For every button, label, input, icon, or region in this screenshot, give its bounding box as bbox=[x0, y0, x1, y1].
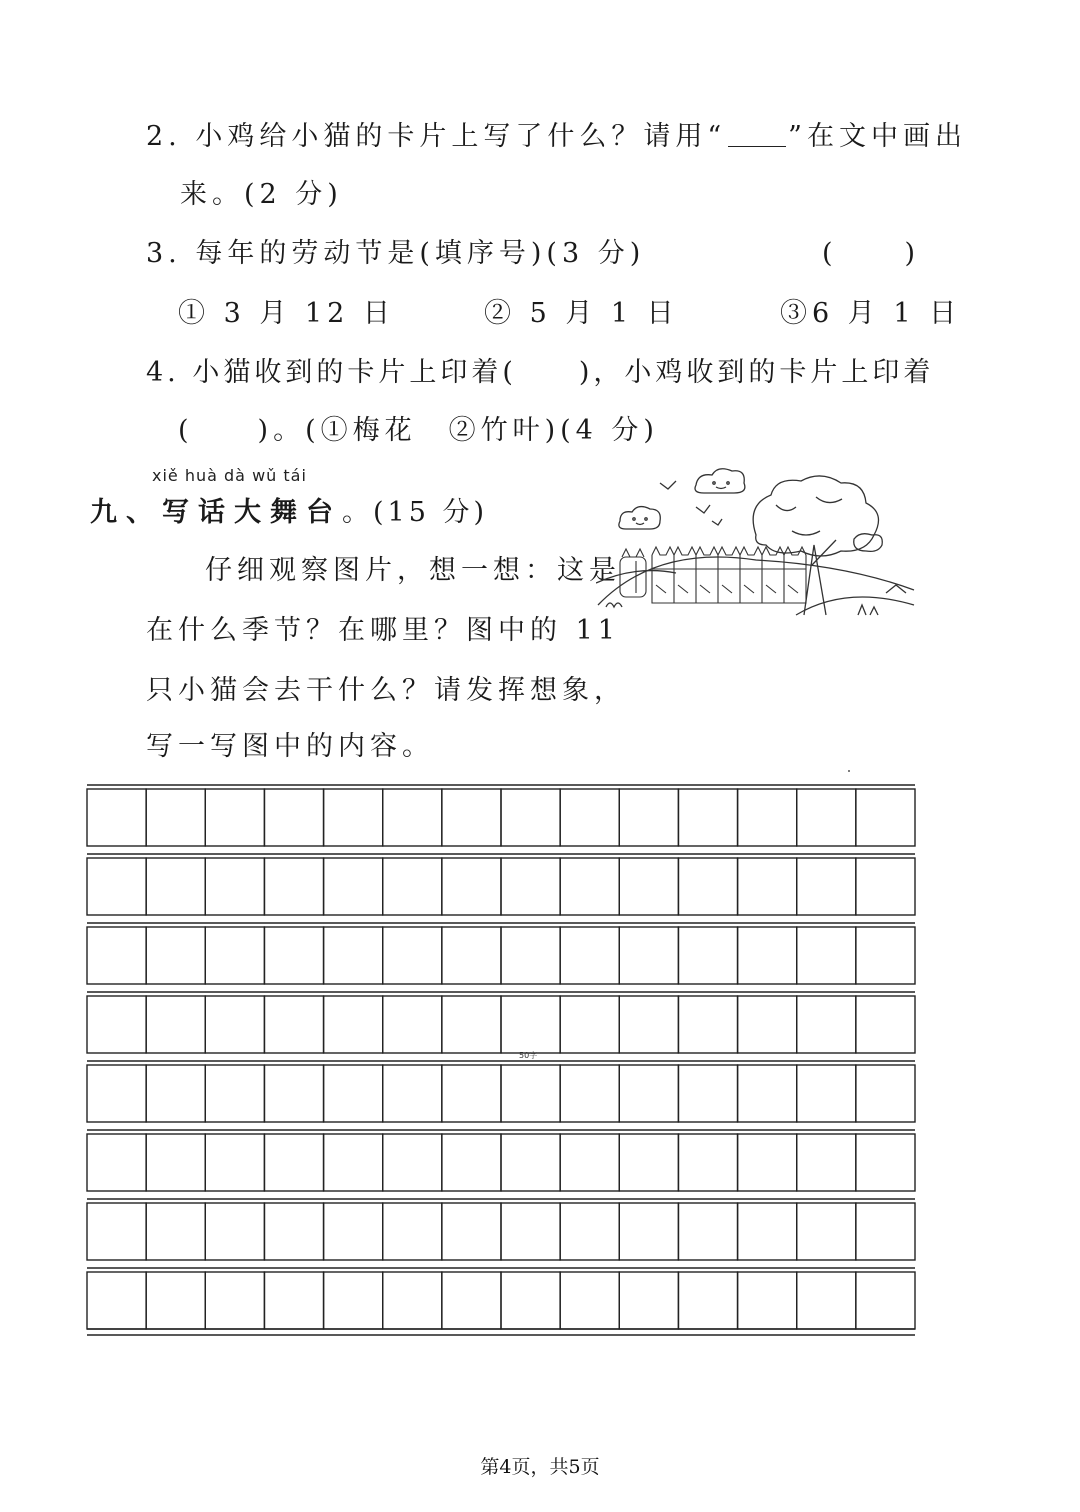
question-3-option-3: ③6 月 1 日 bbox=[780, 298, 962, 329]
grid-cell[interactable] bbox=[856, 1065, 915, 1122]
grid-cell[interactable] bbox=[146, 1134, 205, 1191]
grid-cell[interactable] bbox=[264, 789, 323, 846]
grid-cell[interactable] bbox=[264, 858, 323, 915]
grid-cell[interactable] bbox=[797, 789, 856, 846]
section-9-para-line-1: 仔细观察图片，想一想：这是 bbox=[205, 555, 621, 586]
writing-grid[interactable] bbox=[86, 784, 916, 1340]
question-3-option-2: ② 5 月 1 日 bbox=[484, 298, 679, 329]
grid-cell[interactable] bbox=[797, 996, 856, 1053]
scan-speck bbox=[848, 770, 850, 772]
grid-cell[interactable] bbox=[560, 858, 619, 915]
grid-cell[interactable] bbox=[264, 1134, 323, 1191]
section-9-para-line-2: 在什么季节？在哪里？图中的 11 bbox=[146, 615, 620, 646]
grid-cell[interactable] bbox=[619, 789, 678, 846]
grid-cell[interactable] bbox=[738, 1134, 797, 1191]
grid-cell[interactable] bbox=[678, 996, 737, 1053]
grid-cell[interactable] bbox=[501, 927, 560, 984]
grid-cell[interactable] bbox=[797, 1203, 856, 1260]
grid-cell[interactable] bbox=[87, 1203, 146, 1260]
grid-cell[interactable] bbox=[619, 1203, 678, 1260]
grid-cell[interactable] bbox=[738, 996, 797, 1053]
grid-cell[interactable] bbox=[619, 858, 678, 915]
question-3-text: 3. 每年的劳动节是(填序号)(3 分) bbox=[146, 238, 646, 269]
grid-cell[interactable] bbox=[678, 927, 737, 984]
grid-cell[interactable] bbox=[856, 858, 915, 915]
grid-cell[interactable] bbox=[619, 996, 678, 1053]
grid-cell[interactable] bbox=[501, 1065, 560, 1122]
grid-cell[interactable] bbox=[797, 1065, 856, 1122]
grid-cell[interactable] bbox=[442, 1065, 501, 1122]
section-9-heading bbox=[90, 490, 488, 529]
grid-cell[interactable] bbox=[738, 1203, 797, 1260]
grid-cell[interactable] bbox=[797, 1134, 856, 1191]
grid-cell[interactable] bbox=[87, 1134, 146, 1191]
grid-cell[interactable] bbox=[856, 1272, 915, 1329]
grid-cell[interactable] bbox=[738, 789, 797, 846]
question-3-option-1: ① 3 月 12 日 bbox=[178, 298, 395, 329]
grid-cell[interactable] bbox=[678, 1272, 737, 1329]
grid-cell[interactable] bbox=[560, 1065, 619, 1122]
grid-cell[interactable] bbox=[146, 1272, 205, 1329]
grid-cell[interactable] bbox=[856, 1203, 915, 1260]
section-9-para-line-3: 只小猫会去干什么？请发挥想象， bbox=[146, 675, 626, 706]
grid-cell[interactable] bbox=[324, 996, 383, 1053]
grid-cell[interactable] bbox=[501, 996, 560, 1053]
grid-cell[interactable] bbox=[205, 927, 264, 984]
grid-cell[interactable] bbox=[738, 1272, 797, 1329]
grid-cell[interactable] bbox=[501, 1203, 560, 1260]
grid-cell[interactable] bbox=[797, 1272, 856, 1329]
grid-cell[interactable] bbox=[264, 996, 323, 1053]
grid-cell[interactable] bbox=[324, 1272, 383, 1329]
grid-cell[interactable] bbox=[560, 789, 619, 846]
grid-cell[interactable] bbox=[442, 1203, 501, 1260]
grid-cell[interactable] bbox=[383, 789, 442, 846]
section-9-score: 。(15 分) bbox=[342, 497, 489, 528]
question-2-text-b: ”在文中画出 bbox=[788, 121, 967, 152]
grid-cell[interactable] bbox=[324, 789, 383, 846]
grid-cell[interactable] bbox=[501, 1272, 560, 1329]
section-9-para-line-4: 写一写图中的内容。 bbox=[146, 731, 434, 762]
grid-cell[interactable] bbox=[619, 1065, 678, 1122]
grid-cell[interactable] bbox=[501, 858, 560, 915]
grid-cell[interactable] bbox=[205, 1065, 264, 1122]
grid-cell[interactable] bbox=[383, 1134, 442, 1191]
grid-cell[interactable] bbox=[560, 1203, 619, 1260]
grid-cell[interactable] bbox=[442, 789, 501, 846]
grid-cell[interactable] bbox=[856, 996, 915, 1053]
grid-cell[interactable] bbox=[678, 858, 737, 915]
grid-cell[interactable] bbox=[560, 996, 619, 1053]
grid-cell[interactable] bbox=[324, 1065, 383, 1122]
question-2-text-a: 2. 小鸡给小猫的卡片上写了什么？请用“ bbox=[146, 121, 727, 152]
grid-cell[interactable] bbox=[442, 996, 501, 1053]
section-9-pinyin: xiě huà dà wǔ tái bbox=[152, 466, 307, 485]
eleven-cats-illustration bbox=[596, 465, 916, 630]
grid-cell[interactable] bbox=[678, 789, 737, 846]
grid-cell[interactable] bbox=[383, 1203, 442, 1260]
grid-cell[interactable] bbox=[501, 1134, 560, 1191]
grid-cell[interactable] bbox=[205, 858, 264, 915]
grid-cell[interactable] bbox=[560, 1272, 619, 1329]
grid-cell[interactable] bbox=[205, 996, 264, 1053]
grid-cell[interactable] bbox=[383, 1065, 442, 1122]
grid-cell[interactable] bbox=[87, 1272, 146, 1329]
grid-cell[interactable] bbox=[797, 927, 856, 984]
grid-cell[interactable] bbox=[678, 1203, 737, 1260]
grid-cell[interactable] bbox=[146, 1203, 205, 1260]
grid-cell[interactable] bbox=[205, 1272, 264, 1329]
grid-cell[interactable] bbox=[383, 858, 442, 915]
grid-cell[interactable] bbox=[205, 1203, 264, 1260]
grid-cell[interactable] bbox=[442, 858, 501, 915]
grid-cell[interactable] bbox=[324, 927, 383, 984]
grid-cell[interactable] bbox=[264, 1272, 323, 1329]
grid-cell[interactable] bbox=[501, 789, 560, 846]
grid-cell[interactable] bbox=[560, 1134, 619, 1191]
word-count-mark: 50字 bbox=[519, 1051, 538, 1060]
grid-cell[interactable] bbox=[324, 858, 383, 915]
grid-cell[interactable] bbox=[383, 927, 442, 984]
grid-cell[interactable] bbox=[87, 996, 146, 1053]
grid-cell[interactable] bbox=[264, 927, 323, 984]
question-2-line-2: 来。(2 分) bbox=[180, 179, 343, 210]
grid-cell[interactable] bbox=[324, 1203, 383, 1260]
grid-cell[interactable] bbox=[205, 789, 264, 846]
grid-cell[interactable] bbox=[738, 1065, 797, 1122]
grid-cell[interactable] bbox=[856, 1134, 915, 1191]
grid-cell[interactable] bbox=[678, 1134, 737, 1191]
grid-cell[interactable] bbox=[146, 927, 205, 984]
grid-cell[interactable] bbox=[87, 858, 146, 915]
grid-cell[interactable] bbox=[383, 996, 442, 1053]
answer-underline bbox=[728, 128, 786, 147]
section-9-number: 九、 bbox=[90, 497, 162, 528]
grid-cell[interactable] bbox=[738, 858, 797, 915]
grid-cell[interactable] bbox=[87, 927, 146, 984]
grid-cell[interactable] bbox=[797, 858, 856, 915]
grid-cell[interactable] bbox=[619, 1134, 678, 1191]
grid-cell[interactable] bbox=[678, 1065, 737, 1122]
grid-cell[interactable] bbox=[87, 789, 146, 846]
grid-cell[interactable] bbox=[560, 927, 619, 984]
grid-cell[interactable] bbox=[146, 1065, 205, 1122]
grid-cell[interactable] bbox=[856, 789, 915, 846]
grid-cell[interactable] bbox=[87, 1065, 146, 1122]
grid-cell[interactable] bbox=[442, 1272, 501, 1329]
grid-cell[interactable] bbox=[856, 927, 915, 984]
question-3-answer-bracket[interactable]: ( ) bbox=[822, 238, 922, 269]
grid-cell[interactable] bbox=[146, 858, 205, 915]
grid-cell[interactable] bbox=[264, 1203, 323, 1260]
grid-cell[interactable] bbox=[738, 927, 797, 984]
grid-cell[interactable] bbox=[146, 789, 205, 846]
question-4-line-2: ( )。(①梅花 ②竹叶)(4 分) bbox=[178, 415, 659, 446]
grid-cell[interactable] bbox=[442, 927, 501, 984]
grid-cell[interactable] bbox=[264, 1065, 323, 1122]
grid-cell[interactable] bbox=[442, 1134, 501, 1191]
section-9-title: 写话大舞台 bbox=[162, 497, 342, 528]
grid-cell[interactable] bbox=[324, 1134, 383, 1191]
page-footer: 第4页，共5页 bbox=[480, 1456, 600, 1478]
grid-cell[interactable] bbox=[146, 996, 205, 1053]
grid-cell[interactable] bbox=[619, 1272, 678, 1329]
question-4-line-1: 4. 小猫收到的卡片上印着( )，小鸡收到的卡片上印着 bbox=[146, 357, 935, 388]
question-2-line-1 bbox=[146, 114, 967, 153]
grid-cell[interactable] bbox=[383, 1272, 442, 1329]
grid-cell[interactable] bbox=[205, 1134, 264, 1191]
grid-cell[interactable] bbox=[619, 927, 678, 984]
